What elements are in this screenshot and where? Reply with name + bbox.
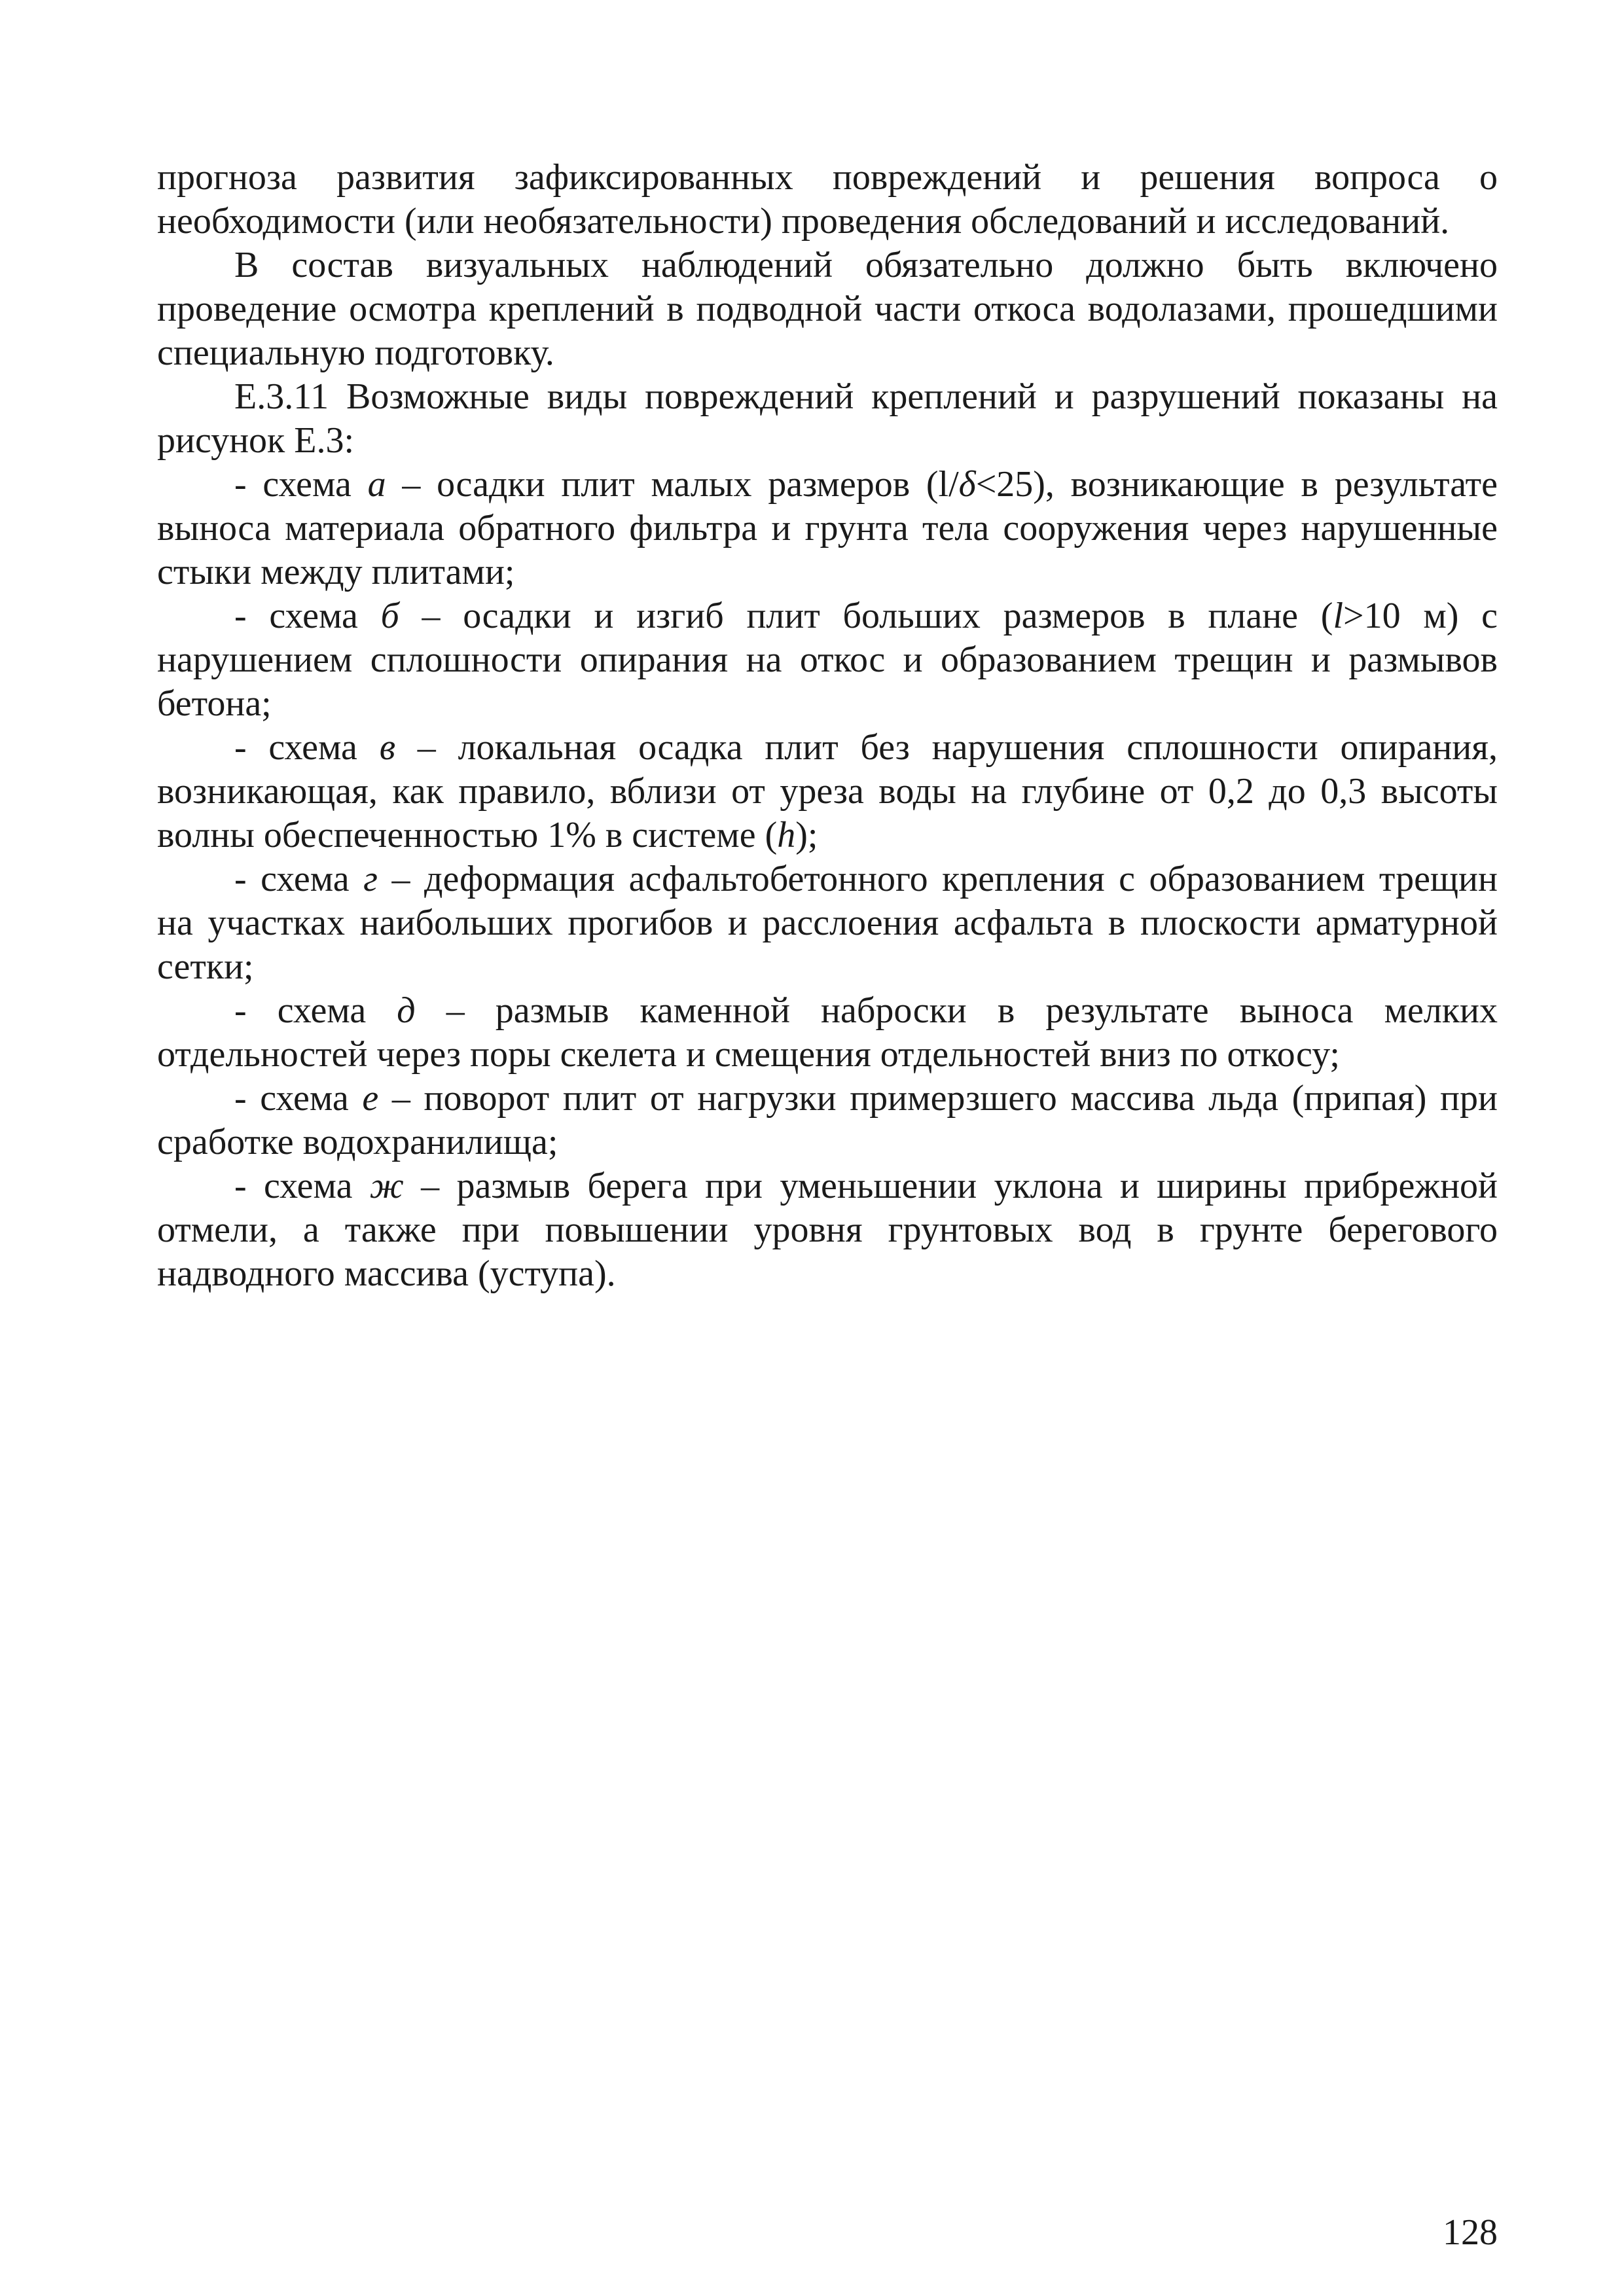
paragraph-continuation: прогноза развития зафиксированных повреждений и решения вопроса о необходимости (или необязательности) проведения обследований и исследований. (157, 157, 1498, 242)
scheme-prefix: - схема (234, 464, 368, 505)
scheme-prefix: - схема (234, 596, 381, 636)
list-item-scheme-a (157, 463, 1498, 594)
scheme-text-cont: >10 м) с нарушением сплошности опирания на откос и образованием трещин и размывов бетона; (157, 596, 1498, 724)
scheme-letter: а (367, 464, 386, 505)
scheme-prefix: - схема (234, 990, 397, 1031)
scheme-text: – размыв каменной наброски в результате выноса мелких отдельностей через поры скелета и смещения отдельностей вниз по откосу; (157, 990, 1498, 1075)
scheme-symbol: l (1333, 596, 1343, 636)
scheme-text: – размыв берега при уменьшении уклона и ширины прибрежной отмели, а также при повышении уровня грунтовых вод в грунте берегового надводного массива (уступа). (157, 1166, 1498, 1294)
scheme-prefix: - схема (234, 727, 380, 768)
scheme-letter: в (379, 727, 396, 768)
page-number: 128 (1443, 2212, 1498, 2253)
scheme-letter: г (363, 859, 378, 899)
scheme-letter: б (380, 596, 399, 636)
list-item-scheme-d (157, 989, 1498, 1077)
scheme-symbol: δ (958, 464, 976, 505)
list-item-scheme-v (157, 726, 1498, 857)
list-item-scheme-zh (157, 1164, 1498, 1296)
scheme-letter: д (397, 990, 416, 1031)
scheme-prefix: - схема (234, 1078, 363, 1119)
scheme-text: – поворот плит от нагрузки примерзшего массива льда (припая) при сработке водохранилища; (157, 1078, 1498, 1162)
scheme-text-cont: <25), возникающие в результате выноса материала обратного фильтра и грунта тела сооружения через нарушенные стыки между плитами; (157, 464, 1498, 592)
scheme-text: – деформация асфальтобетонного крепления с образованием трещин на участках наибольших прогибов и расслоения асфальта в плоскости арматурной сетки; (157, 859, 1498, 987)
scheme-text-cont: ); (795, 815, 818, 855)
scheme-letter: е (362, 1078, 379, 1119)
list-item-scheme-b (157, 594, 1498, 726)
scheme-prefix: - схема (234, 1166, 370, 1206)
scheme-symbol: h (777, 815, 796, 855)
paragraph-visual-observations: В состав визуальных наблюдений обязательно должно быть включено проведение осмотра креплений в подводной части откоса водолазами, прошедшими специальную подготовку. (157, 245, 1498, 373)
scheme-letter: ж (369, 1166, 404, 1206)
scheme-text: – локальная осадка плит без нарушения сплошности опирания, возникающая, как правило, вблизи от уреза воды на глубине от 0,2 до 0,3 высоты волны обеспеченностью 1% в системе ( (157, 727, 1498, 855)
scheme-prefix: - схема (234, 859, 364, 899)
list-item-scheme-e (157, 1077, 1498, 1164)
list-item-scheme-g (157, 857, 1498, 989)
paragraph-e3-11: Е.3.11 Возможные виды повреждений креплений и разрушений показаны на рисунок Е.3: (157, 376, 1498, 461)
page-body (157, 156, 1498, 1296)
scheme-text: – осадки и изгиб плит больших размеров в плане ( (399, 596, 1333, 636)
scheme-text: – осадки плит малых размеров (l/ (386, 464, 959, 505)
